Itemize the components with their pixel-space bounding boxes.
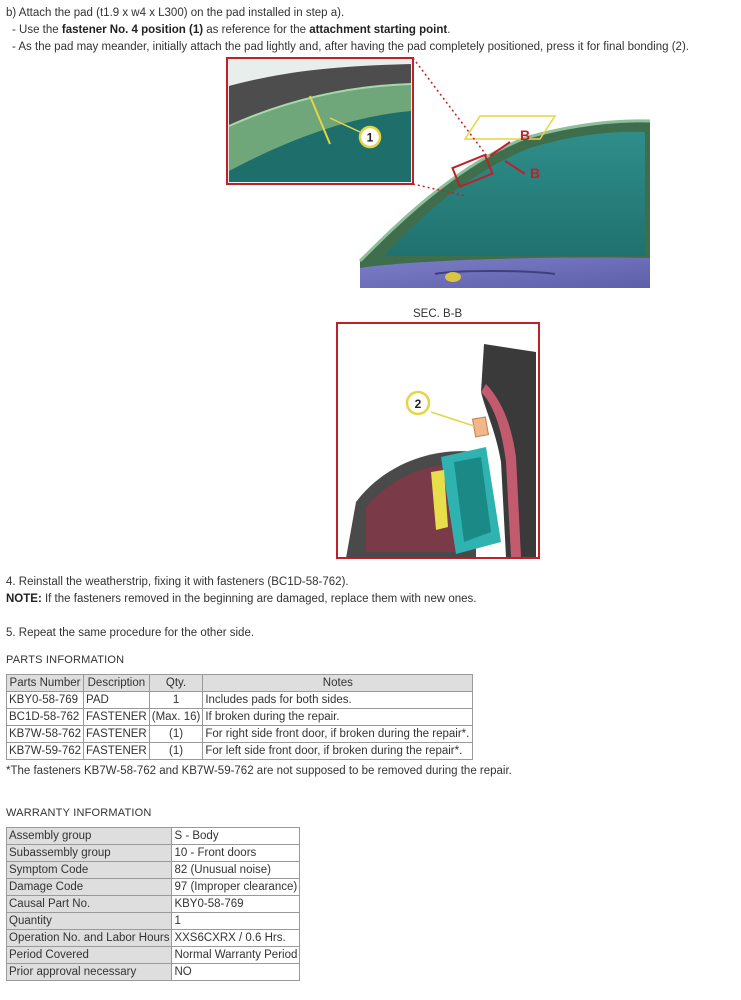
table-row bbox=[7, 862, 300, 879]
table-row bbox=[7, 879, 300, 896]
detail-inset bbox=[227, 58, 413, 184]
warranty-value: KBY0-58-769 bbox=[172, 896, 300, 913]
warranty-value: 1 bbox=[172, 913, 300, 930]
step-b-line-2-suffix: . bbox=[447, 24, 451, 36]
section-caption: SEC. B-B bbox=[413, 308, 463, 320]
warranty-value: NO bbox=[172, 964, 300, 981]
table-row bbox=[7, 692, 473, 709]
parts-heading: PARTS INFORMATION bbox=[6, 654, 125, 666]
step-b-line-3: - As the pad may meander, initially attach the pad lightly and, after having the pad completely positioned, press it for final bonding (2). bbox=[12, 41, 689, 53]
warranty-value: 10 - Front doors bbox=[172, 845, 300, 862]
pad-dimension-line bbox=[465, 116, 555, 139]
part-notes: For right side front door, if broken during the repair*. bbox=[203, 726, 473, 743]
warranty-value: 82 (Unusual noise) bbox=[172, 862, 300, 879]
part-description: PAD bbox=[84, 692, 150, 709]
part-qty: (1) bbox=[149, 726, 203, 743]
warranty-table bbox=[6, 827, 300, 981]
parts-col-description: Description bbox=[84, 675, 150, 692]
warranty-label: Causal Part No. bbox=[7, 896, 172, 913]
part-description: FASTENER bbox=[84, 726, 150, 743]
table-row bbox=[7, 743, 473, 760]
step-4-note bbox=[6, 592, 477, 607]
part-notes: Includes pads for both sides. bbox=[203, 692, 473, 709]
note-label: NOTE: bbox=[6, 593, 42, 605]
door-illustration bbox=[225, 56, 655, 290]
step-b-line-1: b) Attach the pad (t1.9 x w4 x L300) on the pad installed in step a). bbox=[6, 7, 345, 19]
warranty-label: Period Covered bbox=[7, 947, 172, 964]
table-row bbox=[7, 726, 473, 743]
parts-col-number: Parts Number bbox=[7, 675, 84, 692]
part-description: FASTENER bbox=[84, 743, 150, 760]
part-notes: If broken during the repair. bbox=[203, 709, 473, 726]
table-row bbox=[7, 845, 300, 862]
attachment-starting-point: attachment starting point bbox=[309, 24, 448, 36]
pad-section bbox=[473, 417, 489, 437]
section-bb-illustration bbox=[336, 322, 540, 559]
table-row bbox=[7, 828, 300, 845]
warranty-label: Subassembly group bbox=[7, 845, 172, 862]
parts-col-notes: Notes bbox=[203, 675, 473, 692]
part-qty: (1) bbox=[149, 743, 203, 760]
part-number: KB7W-58-762 bbox=[7, 726, 84, 743]
warranty-value: XXS6CXRX / 0.6 Hrs. bbox=[172, 930, 300, 947]
table-row bbox=[7, 709, 473, 726]
table-row bbox=[7, 913, 300, 930]
warranty-value: S - Body bbox=[172, 828, 300, 845]
step-5-text: 5. Repeat the same procedure for the other side. bbox=[6, 627, 255, 639]
part-qty: 1 bbox=[149, 692, 203, 709]
warranty-label: Assembly group bbox=[7, 828, 172, 845]
step-b-line-2-mid: as reference for the bbox=[203, 24, 310, 36]
parts-col-qty: Qty. bbox=[149, 675, 203, 692]
section-label-bottom: B bbox=[530, 165, 541, 181]
part-number: KB7W-59-762 bbox=[7, 743, 84, 760]
callout-1-number: 1 bbox=[366, 130, 374, 145]
part-notes: For left side front door, if broken during the repair*. bbox=[203, 743, 473, 760]
step-b-line-2-prefix: - Use the bbox=[12, 24, 62, 36]
warranty-value: Normal Warranty Period bbox=[172, 947, 300, 964]
parts-footnote: *The fasteners KB7W-58-762 and KB7W-59-762 are not supposed to be removed during the repair. bbox=[6, 765, 512, 777]
table-row bbox=[7, 947, 300, 964]
callout-2-number: 2 bbox=[414, 397, 422, 411]
section-label-top: B bbox=[520, 127, 531, 143]
note-text: If the fasteners removed in the beginning are damaged, replace them with new ones. bbox=[41, 593, 477, 605]
fastener-reference: fastener No. 4 position (1) bbox=[61, 24, 204, 36]
parts-table-header bbox=[7, 675, 473, 692]
table-row bbox=[7, 930, 300, 947]
table-row bbox=[7, 964, 300, 981]
warranty-label: Quantity bbox=[7, 913, 172, 930]
warranty-value: 97 (Improper clearance) bbox=[172, 879, 300, 896]
part-description: FASTENER bbox=[84, 709, 150, 726]
part-qty: (Max. 16) bbox=[149, 709, 203, 726]
step-4-text: 4. Reinstall the weatherstrip, fixing it with fasteners (BC1D-58-762). bbox=[6, 576, 349, 588]
part-number: BC1D-58-762 bbox=[7, 709, 84, 726]
warranty-label: Damage Code bbox=[7, 879, 172, 896]
warranty-label: Symptom Code bbox=[7, 862, 172, 879]
step-b-line-2 bbox=[12, 23, 450, 38]
table-row bbox=[7, 896, 300, 913]
parts-table bbox=[6, 674, 473, 760]
warranty-heading: WARRANTY INFORMATION bbox=[6, 807, 152, 819]
part-number: KBY0-58-769 bbox=[7, 692, 84, 709]
detail-leader-top bbox=[413, 58, 487, 156]
warranty-label: Prior approval necessary bbox=[7, 964, 172, 981]
warranty-label: Operation No. and Labor Hours bbox=[7, 930, 172, 947]
